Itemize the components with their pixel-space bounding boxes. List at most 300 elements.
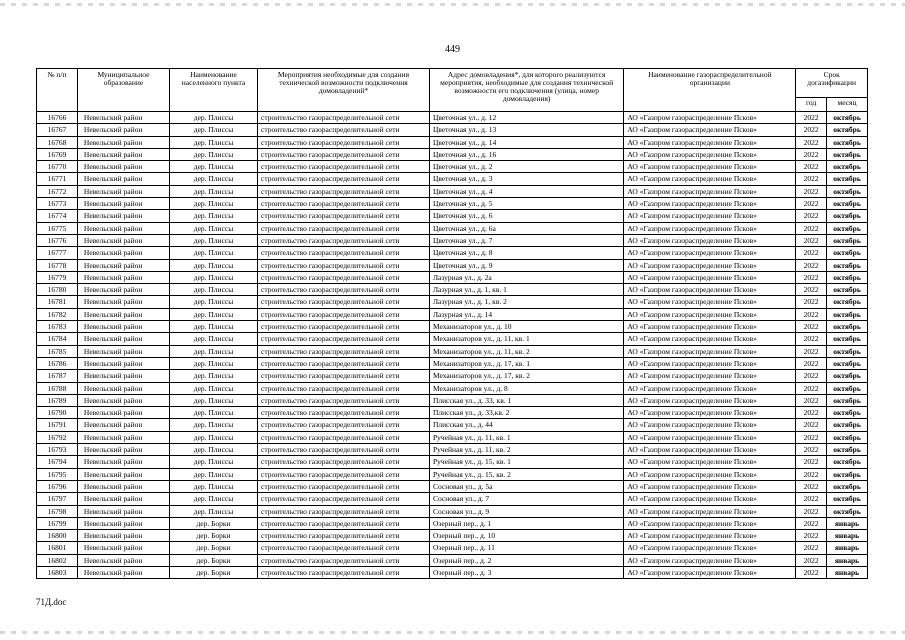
header-locality: Наименование населенного пункта <box>170 69 258 112</box>
cell-locality: дер. Плиссы <box>170 357 258 369</box>
cell-measures: строительство газораспределительной сети <box>258 394 430 406</box>
cell-month: октябрь <box>826 161 867 173</box>
cell-measures: строительство газораспределительной сети <box>258 234 430 246</box>
cell-locality: дер. Плиссы <box>170 271 258 283</box>
cell-organization: АО «Газпром газораспределение Псков» <box>624 173 796 185</box>
cell-address: Лазурная ул., д. 14 <box>429 308 623 320</box>
cell-num: 16771 <box>37 173 78 185</box>
cell-locality: дер. Плиссы <box>170 480 258 492</box>
cell-locality: дер. Плиссы <box>170 444 258 456</box>
table-row <box>37 284 868 296</box>
cell-organization: АО «Газпром газораспределение Псков» <box>624 517 796 529</box>
table-row <box>37 112 868 124</box>
cell-month: январь <box>826 517 867 529</box>
table-row <box>37 419 868 431</box>
cell-locality: дер. Плиссы <box>170 247 258 259</box>
header-organization: Наименование газораспределительной организации <box>624 69 796 112</box>
cell-num: 16766 <box>37 112 78 124</box>
cell-num: 16779 <box>37 271 78 283</box>
cell-month: январь <box>826 542 867 554</box>
cell-address: Цветочная ул., д. 3 <box>429 173 623 185</box>
header-measures: Мероприятия необходимые для создания технической возможности подключения домовладений* <box>258 69 430 112</box>
cell-organization: АО «Газпром газораспределение Псков» <box>624 284 796 296</box>
cell-year: 2022 <box>796 234 827 246</box>
cell-num: 16778 <box>37 259 78 271</box>
cell-num: 16767 <box>37 124 78 136</box>
cell-locality: дер. Плиссы <box>170 407 258 419</box>
cell-locality: дер. Плиссы <box>170 321 258 333</box>
cell-municipality: Невельский район <box>77 370 169 382</box>
cell-address: Плисская ул., д. 33, кв. 1 <box>429 394 623 406</box>
table-row <box>37 247 868 259</box>
cell-num: 16793 <box>37 444 78 456</box>
cell-municipality: Невельский район <box>77 161 169 173</box>
cell-municipality: Невельский район <box>77 394 169 406</box>
cell-year: 2022 <box>796 480 827 492</box>
cell-measures: строительство газораспределительной сети <box>258 554 430 566</box>
cell-year: 2022 <box>796 370 827 382</box>
cell-num: 16799 <box>37 517 78 529</box>
cell-municipality: Невельский район <box>77 345 169 357</box>
cell-municipality: Невельский район <box>77 247 169 259</box>
cell-municipality: Невельский район <box>77 554 169 566</box>
table-row <box>37 173 868 185</box>
cell-year: 2022 <box>796 247 827 259</box>
table-row <box>37 271 868 283</box>
cell-month: октябрь <box>826 431 867 443</box>
cell-organization: АО «Газпром газораспределение Псков» <box>624 407 796 419</box>
cell-organization: АО «Газпром газораспределение Псков» <box>624 124 796 136</box>
cell-organization: АО «Газпром газораспределение Псков» <box>624 370 796 382</box>
cell-locality: дер. Плиссы <box>170 456 258 468</box>
cell-year: 2022 <box>796 394 827 406</box>
table-row <box>37 542 868 554</box>
cell-measures: строительство газораспределительной сети <box>258 222 430 234</box>
cell-address: Цветочная ул., д. 4 <box>429 185 623 197</box>
cell-organization: АО «Газпром газораспределение Псков» <box>624 357 796 369</box>
cell-organization: АО «Газпром газораспределение Псков» <box>624 493 796 505</box>
cell-locality: дер. Плиссы <box>170 222 258 234</box>
cell-num: 16781 <box>37 296 78 308</box>
cell-month: октябрь <box>826 407 867 419</box>
cell-num: 16786 <box>37 357 78 369</box>
cell-month: январь <box>826 530 867 542</box>
cell-locality: дер. Плиссы <box>170 382 258 394</box>
cell-locality: дер. Борки <box>170 542 258 554</box>
cell-organization: АО «Газпром газораспределение Псков» <box>624 296 796 308</box>
table-row <box>37 234 868 246</box>
cell-year: 2022 <box>796 431 827 443</box>
cell-num: 16770 <box>37 161 78 173</box>
cell-municipality: Невельский район <box>77 456 169 468</box>
cell-address: Сосновая ул., д. 9 <box>429 505 623 517</box>
table-row <box>37 530 868 542</box>
cell-organization: АО «Газпром газораспределение Псков» <box>624 468 796 480</box>
cell-month: октябрь <box>826 357 867 369</box>
cell-address: Цветочная ул., д. 2 <box>429 161 623 173</box>
cell-address: Озерный пер., д. 1 <box>429 517 623 529</box>
cell-measures: строительство газораспределительной сети <box>258 271 430 283</box>
table-row <box>37 210 868 222</box>
cell-organization: АО «Газпром газораспределение Псков» <box>624 308 796 320</box>
cell-locality: дер. Плиссы <box>170 370 258 382</box>
cell-address: Цветочная ул., д. 8 <box>429 247 623 259</box>
table-row <box>37 259 868 271</box>
cell-locality: дер. Борки <box>170 566 258 578</box>
cell-month: октябрь <box>826 296 867 308</box>
table-row <box>37 468 868 480</box>
cell-num: 16775 <box>37 222 78 234</box>
cell-year: 2022 <box>796 296 827 308</box>
cell-year: 2022 <box>796 284 827 296</box>
cell-address: Механизаторов ул., д. 17, кв. 2 <box>429 370 623 382</box>
cell-measures: строительство газораспределительной сети <box>258 112 430 124</box>
cell-address: Механизаторов ул., д. 11, кв. 2 <box>429 345 623 357</box>
cell-organization: АО «Газпром газораспределение Псков» <box>624 505 796 517</box>
cell-month: октябрь <box>826 198 867 210</box>
cell-measures: строительство газораспределительной сети <box>258 566 430 578</box>
cell-organization: АО «Газпром газораспределение Псков» <box>624 210 796 222</box>
cell-num: 16774 <box>37 210 78 222</box>
cell-year: 2022 <box>796 493 827 505</box>
cell-municipality: Невельский район <box>77 284 169 296</box>
cell-locality: дер. Плиссы <box>170 493 258 505</box>
cell-year: 2022 <box>796 468 827 480</box>
cell-municipality: Невельский район <box>77 271 169 283</box>
cell-address: Механизаторов ул., д. 10 <box>429 321 623 333</box>
cell-num: 16802 <box>37 554 78 566</box>
cell-address: Лазурная ул., д. 1, кв. 2 <box>429 296 623 308</box>
cell-address: Цветочная ул., д. 9 <box>429 259 623 271</box>
cell-year: 2022 <box>796 222 827 234</box>
cell-municipality: Невельский район <box>77 210 169 222</box>
cell-month: октябрь <box>826 210 867 222</box>
cell-year: 2022 <box>796 112 827 124</box>
cell-month: октябрь <box>826 394 867 406</box>
table-row <box>37 161 868 173</box>
cell-municipality: Невельский район <box>77 321 169 333</box>
cell-num: 16800 <box>37 530 78 542</box>
cell-measures: строительство газораспределительной сети <box>258 517 430 529</box>
cell-address: Лазурная ул., д. 2а <box>429 271 623 283</box>
cell-municipality: Невельский район <box>77 530 169 542</box>
cell-measures: строительство газораспределительной сети <box>258 542 430 554</box>
cell-measures: строительство газораспределительной сети <box>258 419 430 431</box>
cell-measures: строительство газораспределительной сети <box>258 493 430 505</box>
cell-municipality: Невельский район <box>77 296 169 308</box>
cell-municipality: Невельский район <box>77 136 169 148</box>
table-row <box>37 480 868 492</box>
table-row <box>37 124 868 136</box>
cell-month: октябрь <box>826 480 867 492</box>
cell-organization: АО «Газпром газораспределение Псков» <box>624 198 796 210</box>
cell-address: Озерный пер., д. 10 <box>429 530 623 542</box>
cell-municipality: Невельский район <box>77 185 169 197</box>
header-municipality: Муниципальное образование <box>77 69 169 112</box>
cell-year: 2022 <box>796 198 827 210</box>
cell-num: 16783 <box>37 321 78 333</box>
cell-month: октябрь <box>826 419 867 431</box>
cell-month: октябрь <box>826 444 867 456</box>
table-row <box>37 382 868 394</box>
cell-locality: дер. Плиссы <box>170 124 258 136</box>
cell-municipality: Невельский район <box>77 357 169 369</box>
cell-address: Плисская ул., д. 44 <box>429 419 623 431</box>
cell-num: 16768 <box>37 136 78 148</box>
cell-measures: строительство газораспределительной сети <box>258 333 430 345</box>
table-row <box>37 394 868 406</box>
cell-locality: дер. Плиссы <box>170 468 258 480</box>
cell-measures: строительство газораспределительной сети <box>258 296 430 308</box>
cell-measures: строительство газораспределительной сети <box>258 210 430 222</box>
cell-year: 2022 <box>796 554 827 566</box>
cell-month: октябрь <box>826 308 867 320</box>
cell-locality: дер. Плиссы <box>170 234 258 246</box>
cell-organization: АО «Газпром газораспределение Псков» <box>624 382 796 394</box>
cell-locality: дер. Борки <box>170 517 258 529</box>
cell-municipality: Невельский район <box>77 222 169 234</box>
table-row <box>37 296 868 308</box>
cell-locality: дер. Плиссы <box>170 112 258 124</box>
cell-year: 2022 <box>796 517 827 529</box>
table-row <box>37 222 868 234</box>
cell-address: Цветочная ул., д. 14 <box>429 136 623 148</box>
cell-municipality: Невельский район <box>77 431 169 443</box>
cell-locality: дер. Плиссы <box>170 419 258 431</box>
cell-month: октябрь <box>826 456 867 468</box>
cell-locality: дер. Плиссы <box>170 308 258 320</box>
cell-measures: строительство газораспределительной сети <box>258 136 430 148</box>
cell-organization: АО «Газпром газораспределение Псков» <box>624 431 796 443</box>
cell-num: 16777 <box>37 247 78 259</box>
cell-organization: АО «Газпром газораспределение Псков» <box>624 112 796 124</box>
cell-organization: АО «Газпром газораспределение Псков» <box>624 419 796 431</box>
cell-month: октябрь <box>826 173 867 185</box>
cell-locality: дер. Плиссы <box>170 136 258 148</box>
cell-num: 16801 <box>37 542 78 554</box>
table-row <box>37 517 868 529</box>
cell-locality: дер. Плиссы <box>170 173 258 185</box>
cell-year: 2022 <box>796 419 827 431</box>
cell-locality: дер. Плиссы <box>170 148 258 160</box>
cell-num: 16789 <box>37 394 78 406</box>
table-row <box>37 333 868 345</box>
cell-organization: АО «Газпром газораспределение Псков» <box>624 456 796 468</box>
table-row <box>37 407 868 419</box>
cell-locality: дер. Плиссы <box>170 505 258 517</box>
cell-address: Цветочная ул., д. 5 <box>429 198 623 210</box>
cell-municipality: Невельский район <box>77 173 169 185</box>
table-body <box>37 112 868 579</box>
cell-measures: строительство газораспределительной сети <box>258 198 430 210</box>
cell-organization: АО «Газпром газораспределение Псков» <box>624 480 796 492</box>
table-row <box>37 456 868 468</box>
cell-measures: строительство газораспределительной сети <box>258 308 430 320</box>
table-row <box>37 505 868 517</box>
table-row <box>37 357 868 369</box>
cell-organization: АО «Газпром газораспределение Псков» <box>624 345 796 357</box>
cell-year: 2022 <box>796 308 827 320</box>
cell-locality: дер. Борки <box>170 554 258 566</box>
cell-municipality: Невельский район <box>77 468 169 480</box>
table-row <box>37 493 868 505</box>
cell-measures: строительство газораспределительной сети <box>258 161 430 173</box>
cell-measures: строительство газораспределительной сети <box>258 407 430 419</box>
header-month: месяц <box>826 98 867 112</box>
cell-address: Ручейная ул., д. 15, кв. 2 <box>429 468 623 480</box>
cell-num: 16790 <box>37 407 78 419</box>
cell-month: октябрь <box>826 333 867 345</box>
cell-num: 16795 <box>37 468 78 480</box>
cell-organization: АО «Газпром газораспределение Псков» <box>624 530 796 542</box>
cell-measures: строительство газораспределительной сети <box>258 456 430 468</box>
cell-year: 2022 <box>796 566 827 578</box>
cell-num: 16792 <box>37 431 78 443</box>
cell-year: 2022 <box>796 333 827 345</box>
cell-address: Механизаторов ул., д. 8 <box>429 382 623 394</box>
cell-month: октябрь <box>826 259 867 271</box>
table-header <box>37 69 868 112</box>
cell-num: 16787 <box>37 370 78 382</box>
cell-municipality: Невельский район <box>77 234 169 246</box>
cell-organization: АО «Газпром газораспределение Псков» <box>624 542 796 554</box>
cell-year: 2022 <box>796 444 827 456</box>
cell-num: 16803 <box>37 566 78 578</box>
cell-month: октябрь <box>826 493 867 505</box>
cell-num: 16796 <box>37 480 78 492</box>
cell-month: октябрь <box>826 247 867 259</box>
cell-measures: строительство газораспределительной сети <box>258 480 430 492</box>
cell-organization: АО «Газпром газораспределение Псков» <box>624 148 796 160</box>
cell-address: Цветочная ул., д. 12 <box>429 112 623 124</box>
cell-locality: дер. Плиссы <box>170 333 258 345</box>
cell-municipality: Невельский район <box>77 333 169 345</box>
table-row <box>37 148 868 160</box>
cell-municipality: Невельский район <box>77 198 169 210</box>
cell-month: октябрь <box>826 505 867 517</box>
cell-measures: строительство газораспределительной сети <box>258 124 430 136</box>
cell-year: 2022 <box>796 271 827 283</box>
cell-address: Цветочная ул., д. 6а <box>429 222 623 234</box>
header-year: год <box>796 98 827 112</box>
table-row <box>37 136 868 148</box>
cell-num: 16797 <box>37 493 78 505</box>
cell-year: 2022 <box>796 161 827 173</box>
cell-month: октябрь <box>826 185 867 197</box>
cell-month: октябрь <box>826 124 867 136</box>
cell-measures: строительство газораспределительной сети <box>258 284 430 296</box>
cell-municipality: Невельский район <box>77 308 169 320</box>
cell-address: Озерный пер., д. 11 <box>429 542 623 554</box>
cell-address: Сосновая ул., д. 7 <box>429 493 623 505</box>
cell-locality: дер. Плиссы <box>170 394 258 406</box>
scan-edge-bottom <box>0 631 905 634</box>
cell-measures: строительство газораспределительной сети <box>258 444 430 456</box>
cell-address: Озерный пер., д. 2 <box>429 554 623 566</box>
cell-num: 16780 <box>37 284 78 296</box>
cell-measures: строительство газораспределительной сети <box>258 468 430 480</box>
cell-year: 2022 <box>796 357 827 369</box>
cell-organization: АО «Газпром газораспределение Псков» <box>624 222 796 234</box>
table-row <box>37 308 868 320</box>
cell-num: 16776 <box>37 234 78 246</box>
cell-month: октябрь <box>826 112 867 124</box>
cell-address: Цветочная ул., д. 16 <box>429 148 623 160</box>
cell-num: 16798 <box>37 505 78 517</box>
cell-municipality: Невельский район <box>77 566 169 578</box>
gasification-table <box>36 68 868 579</box>
cell-municipality: Невельский район <box>77 444 169 456</box>
cell-year: 2022 <box>796 505 827 517</box>
cell-municipality: Невельский район <box>77 542 169 554</box>
cell-address: Цветочная ул., д. 13 <box>429 124 623 136</box>
cell-address: Лазурная ул., д. 1, кв. 1 <box>429 284 623 296</box>
cell-measures: строительство газораспределительной сети <box>258 247 430 259</box>
table-row <box>37 321 868 333</box>
cell-num: 16784 <box>37 333 78 345</box>
cell-measures: строительство газораспределительной сети <box>258 431 430 443</box>
cell-organization: АО «Газпром газораспределение Псков» <box>624 333 796 345</box>
cell-municipality: Невельский район <box>77 480 169 492</box>
cell-locality: дер. Плиссы <box>170 210 258 222</box>
cell-year: 2022 <box>796 185 827 197</box>
table-row <box>37 370 868 382</box>
table-row <box>37 431 868 443</box>
cell-address: Озерный пер., д. 3 <box>429 566 623 578</box>
cell-measures: строительство газораспределительной сети <box>258 259 430 271</box>
cell-municipality: Невельский район <box>77 493 169 505</box>
cell-organization: АО «Газпром газораспределение Псков» <box>624 136 796 148</box>
cell-num: 16782 <box>37 308 78 320</box>
cell-num: 16788 <box>37 382 78 394</box>
cell-month: январь <box>826 566 867 578</box>
cell-organization: АО «Газпром газораспределение Псков» <box>624 161 796 173</box>
cell-address: Ручейная ул., д. 15, кв. 1 <box>429 456 623 468</box>
cell-municipality: Невельский район <box>77 112 169 124</box>
cell-address: Цветочная ул., д. 6 <box>429 210 623 222</box>
cell-municipality: Невельский район <box>77 382 169 394</box>
cell-address: Цветочная ул., д. 7 <box>429 234 623 246</box>
cell-organization: АО «Газпром газораспределение Псков» <box>624 554 796 566</box>
page-number: 449 <box>445 44 460 55</box>
cell-locality: дер. Плиссы <box>170 431 258 443</box>
cell-month: октябрь <box>826 345 867 357</box>
cell-organization: АО «Газпром газораспределение Псков» <box>624 321 796 333</box>
cell-month: октябрь <box>826 370 867 382</box>
cell-organization: АО «Газпром газораспределение Псков» <box>624 185 796 197</box>
cell-locality: дер. Борки <box>170 530 258 542</box>
cell-measures: строительство газораспределительной сети <box>258 357 430 369</box>
header-deadline: Срок догазификации <box>796 69 868 98</box>
cell-year: 2022 <box>796 530 827 542</box>
cell-year: 2022 <box>796 136 827 148</box>
cell-year: 2022 <box>796 148 827 160</box>
cell-year: 2022 <box>796 542 827 554</box>
cell-month: октябрь <box>826 382 867 394</box>
cell-measures: строительство газораспределительной сети <box>258 530 430 542</box>
cell-municipality: Невельский район <box>77 517 169 529</box>
cell-municipality: Невельский район <box>77 505 169 517</box>
cell-municipality: Невельский район <box>77 419 169 431</box>
cell-locality: дер. Плиссы <box>170 198 258 210</box>
cell-year: 2022 <box>796 345 827 357</box>
cell-organization: АО «Газпром газораспределение Псков» <box>624 234 796 246</box>
cell-municipality: Невельский район <box>77 259 169 271</box>
cell-num: 16785 <box>37 345 78 357</box>
table-row <box>37 185 868 197</box>
cell-year: 2022 <box>796 259 827 271</box>
cell-organization: АО «Газпром газораспределение Псков» <box>624 247 796 259</box>
